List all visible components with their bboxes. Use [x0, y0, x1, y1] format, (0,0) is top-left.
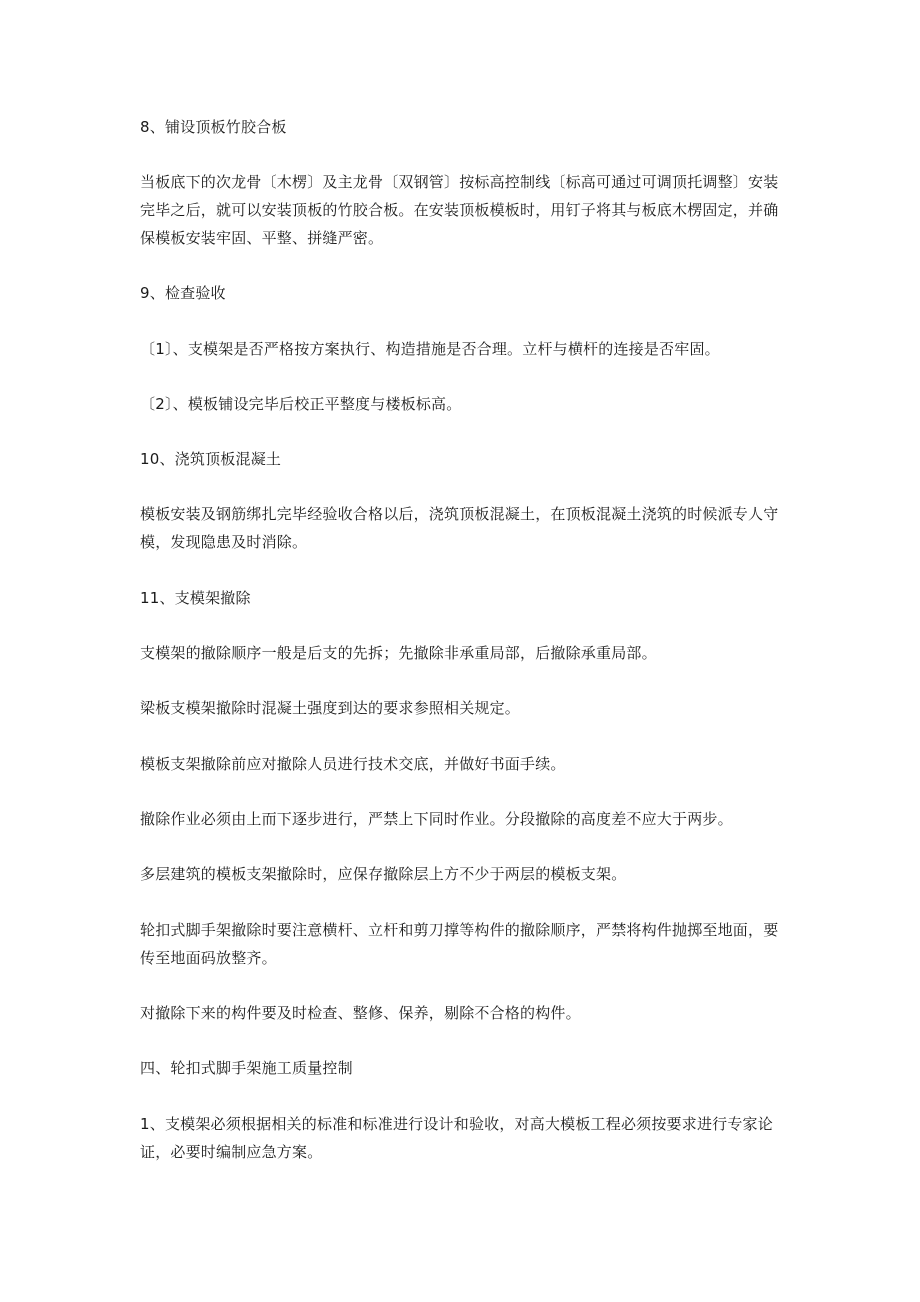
paragraph-top-down-removal: 撤除作业必须由上而下逐步进行，严禁上下同时作业。分段撤除的高度差不应大于两步。: [140, 810, 733, 828]
paragraph-scaffold-removal: 轮扣式脚手架撤除时要注意横杆、立杆和剪刀撑等构件的撤除顺序，严禁将构件抛掷至地面，要传至地面码放整齐。: [140, 921, 779, 967]
checklist-item-2: 〔2〕、模板铺设完毕后校正平整度与楼板标高。: [140, 395, 462, 413]
section-heading-9: 9、检查验收: [140, 284, 226, 302]
paragraph-install-bamboo-plywood: 当板底下的次龙骨〔木楞〕及主龙骨〔双钢管〕按标高控制线〔标高可通过可调顶托调整〕安装完毕之后，就可以安装顶板的竹胶合板。在安装顶板模板时，用钉子将其与板底木楞固定，并确保模板安装牢固、平整、拼缝严密。: [140, 173, 779, 247]
paragraph-multistory-support: 多层建筑的模板支架撤除时，应保存撤除层上方不少于两层的模板支架。: [140, 865, 627, 883]
paragraph-component-inspection: 对撤除下来的构件要及时检查、整修、保养，剔除不合格的构件。: [140, 1004, 581, 1022]
checklist-item-1: 〔1〕、支模架是否严格按方案执行、构造措施是否合理。立杆与横杆的连接是否牢固。: [140, 340, 720, 358]
section-heading-8: 8、铺设顶板竹胶合板: [140, 118, 287, 136]
chapter-heading-quality-control: 四、轮扣式脚手架施工质量控制: [140, 1059, 353, 1077]
section-heading-10: 10、浇筑顶板混凝土: [140, 450, 282, 468]
paragraph-removal-order: 支模架的撤除顺序一般是后支的先拆；先撤除非承重局部，后撤除承重局部。: [140, 644, 657, 662]
paragraph-technical-briefing: 模板支架撤除前应对撤除人员进行技术交底，并做好书面手续。: [140, 755, 566, 773]
paragraph-pour-concrete: 模板安装及钢筋绑扎完毕经验收合格以后，浇筑顶板混凝土，在顶板混凝土浇筑的时候派专人守模，发现隐患及时消除。: [140, 505, 779, 551]
paragraph-concrete-strength: 梁板支模架撤除时混凝土强度到达的要求参照相关规定。: [140, 699, 521, 717]
section-heading-11: 11、支模架撤除: [140, 589, 251, 607]
paragraph-design-acceptance: 1、支模架必须根据相关的标准和标准进行设计和验收，对高大模板工程必须按要求进行专家论证，必要时编制应急方案。: [140, 1115, 773, 1161]
